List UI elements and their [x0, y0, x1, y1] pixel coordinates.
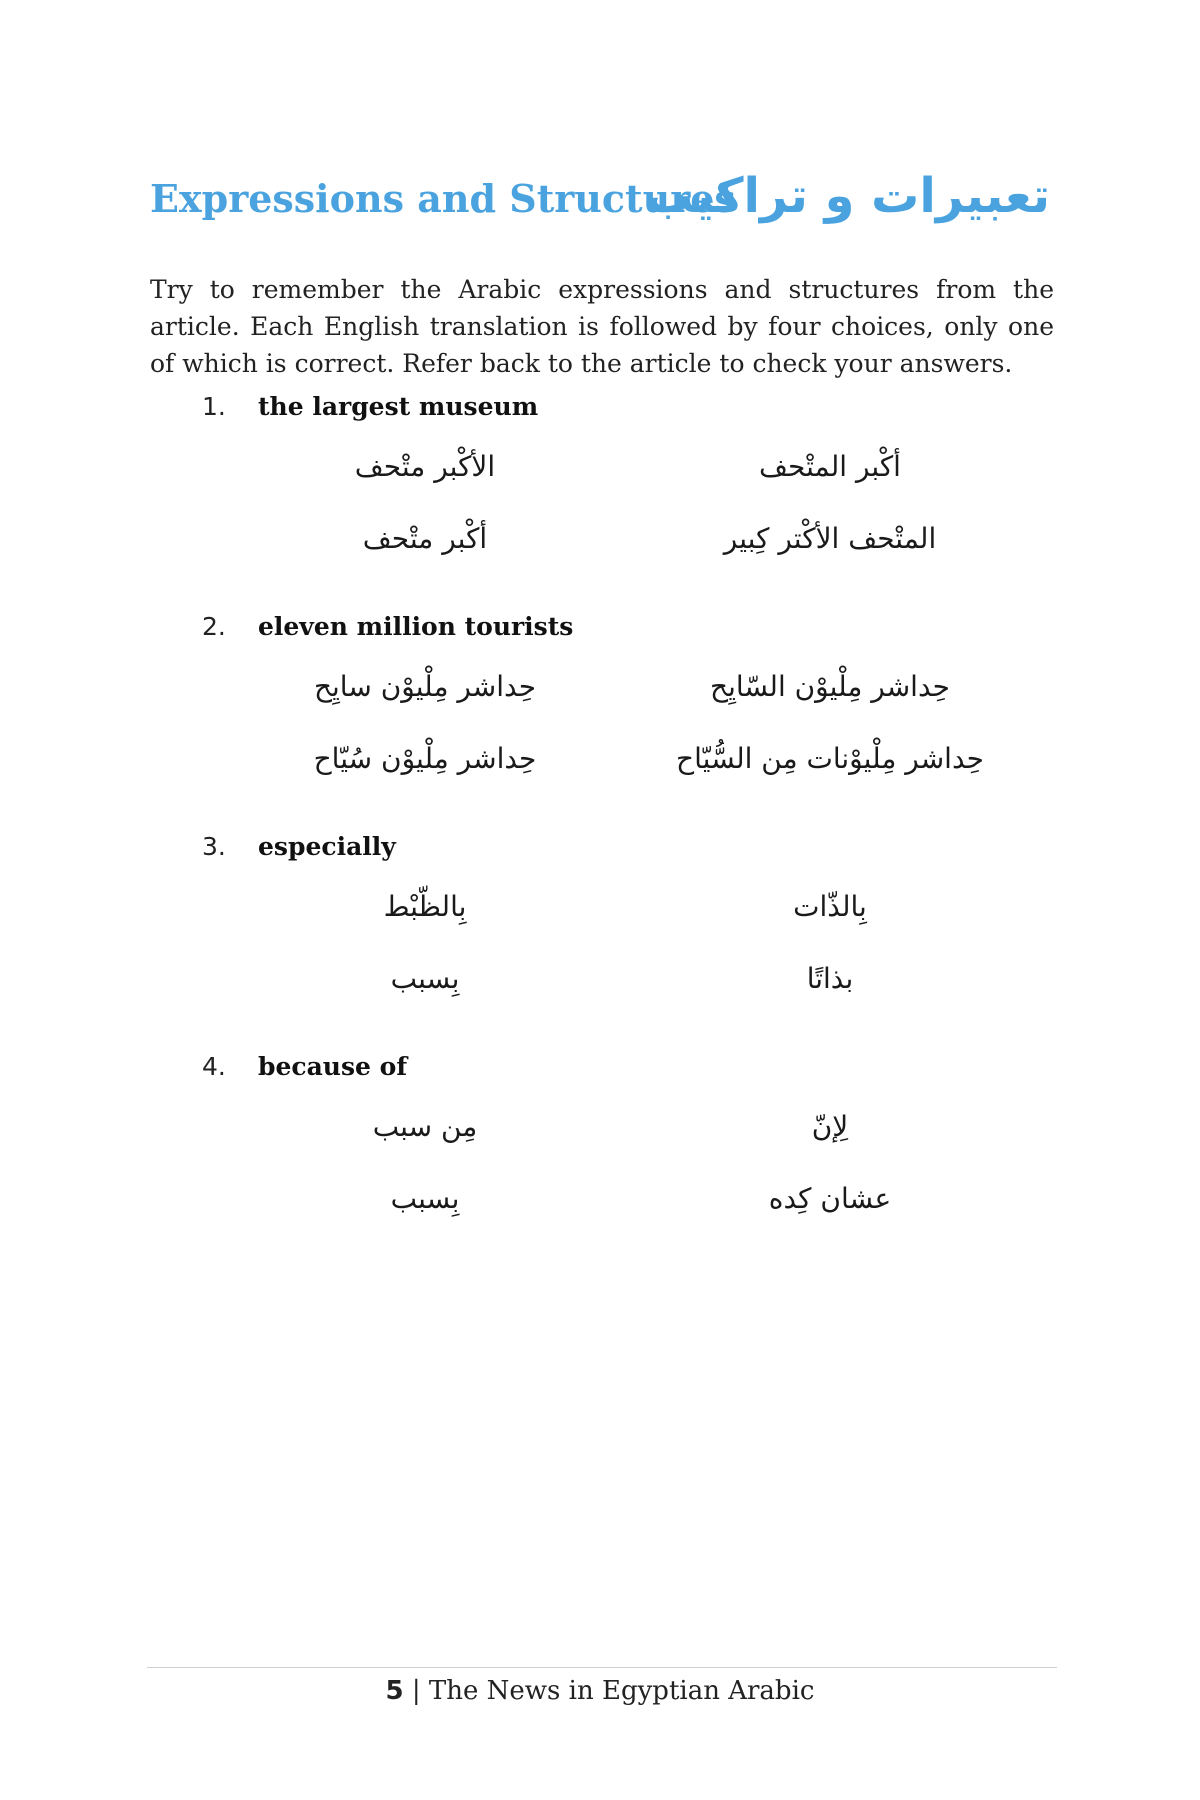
- choice-3c: بذاتًا: [806, 962, 854, 995]
- heading-arabic: تعبيرات و تراكيب: [645, 168, 1050, 224]
- page-number: 5: [385, 1676, 404, 1706]
- choice-4c: عشان كِده: [768, 1182, 892, 1215]
- question-number: 2.: [202, 612, 226, 641]
- choice-2c: حِداشر مِلْيوْنات مِن السُّيّاح: [676, 742, 984, 775]
- choice-4d: بِسبب: [390, 1182, 460, 1215]
- choice-2a: حِداشر مِلْيوْن السّايِح: [710, 670, 950, 703]
- question-prompt: especially: [258, 832, 396, 861]
- choice-4a: لِإنّ: [811, 1110, 849, 1143]
- page-footer: [0, 1676, 1200, 1706]
- question-number: 3.: [202, 832, 226, 861]
- choice-3a: بِالذّات: [793, 890, 867, 923]
- section-heading: [150, 168, 1050, 238]
- choice-4b: مِن سبب: [372, 1110, 478, 1143]
- footer-divider: [147, 1667, 1057, 1668]
- choice-2d: حِداشر مِلْيوْن سُيّاح: [313, 742, 537, 775]
- choice-3d: بِسبب: [390, 962, 460, 995]
- heading-english: Expressions and Structures: [150, 176, 736, 221]
- question-number: 1.: [202, 392, 226, 421]
- choice-2b: حِداشر مِلْيوْن سايِح: [313, 670, 537, 703]
- book-title: The News in Egyptian Arabic: [428, 1676, 815, 1706]
- question-prompt: because of: [258, 1052, 408, 1081]
- choice-3b: بِالظّبْط: [383, 890, 467, 923]
- intro-paragraph: Try to remember the Arabic expressions and structures from the article. Each English translation is followed by four choices, only one of which is correct. Refer back to the article to check your answers.: [150, 275, 1054, 378]
- choice-1b: الأكْبر متْحف: [354, 450, 496, 483]
- question-number: 4.: [202, 1052, 226, 1081]
- choice-1c: المتْحف الأكْتر كِبير: [723, 522, 937, 555]
- choice-1a: أكْبر المتْحف: [759, 450, 901, 483]
- choice-1d: أكْبر متْحف: [362, 522, 488, 555]
- question-prompt: eleven million tourists: [258, 612, 574, 641]
- footer-separator: |: [411, 1676, 421, 1706]
- question-prompt: the largest museum: [258, 392, 539, 421]
